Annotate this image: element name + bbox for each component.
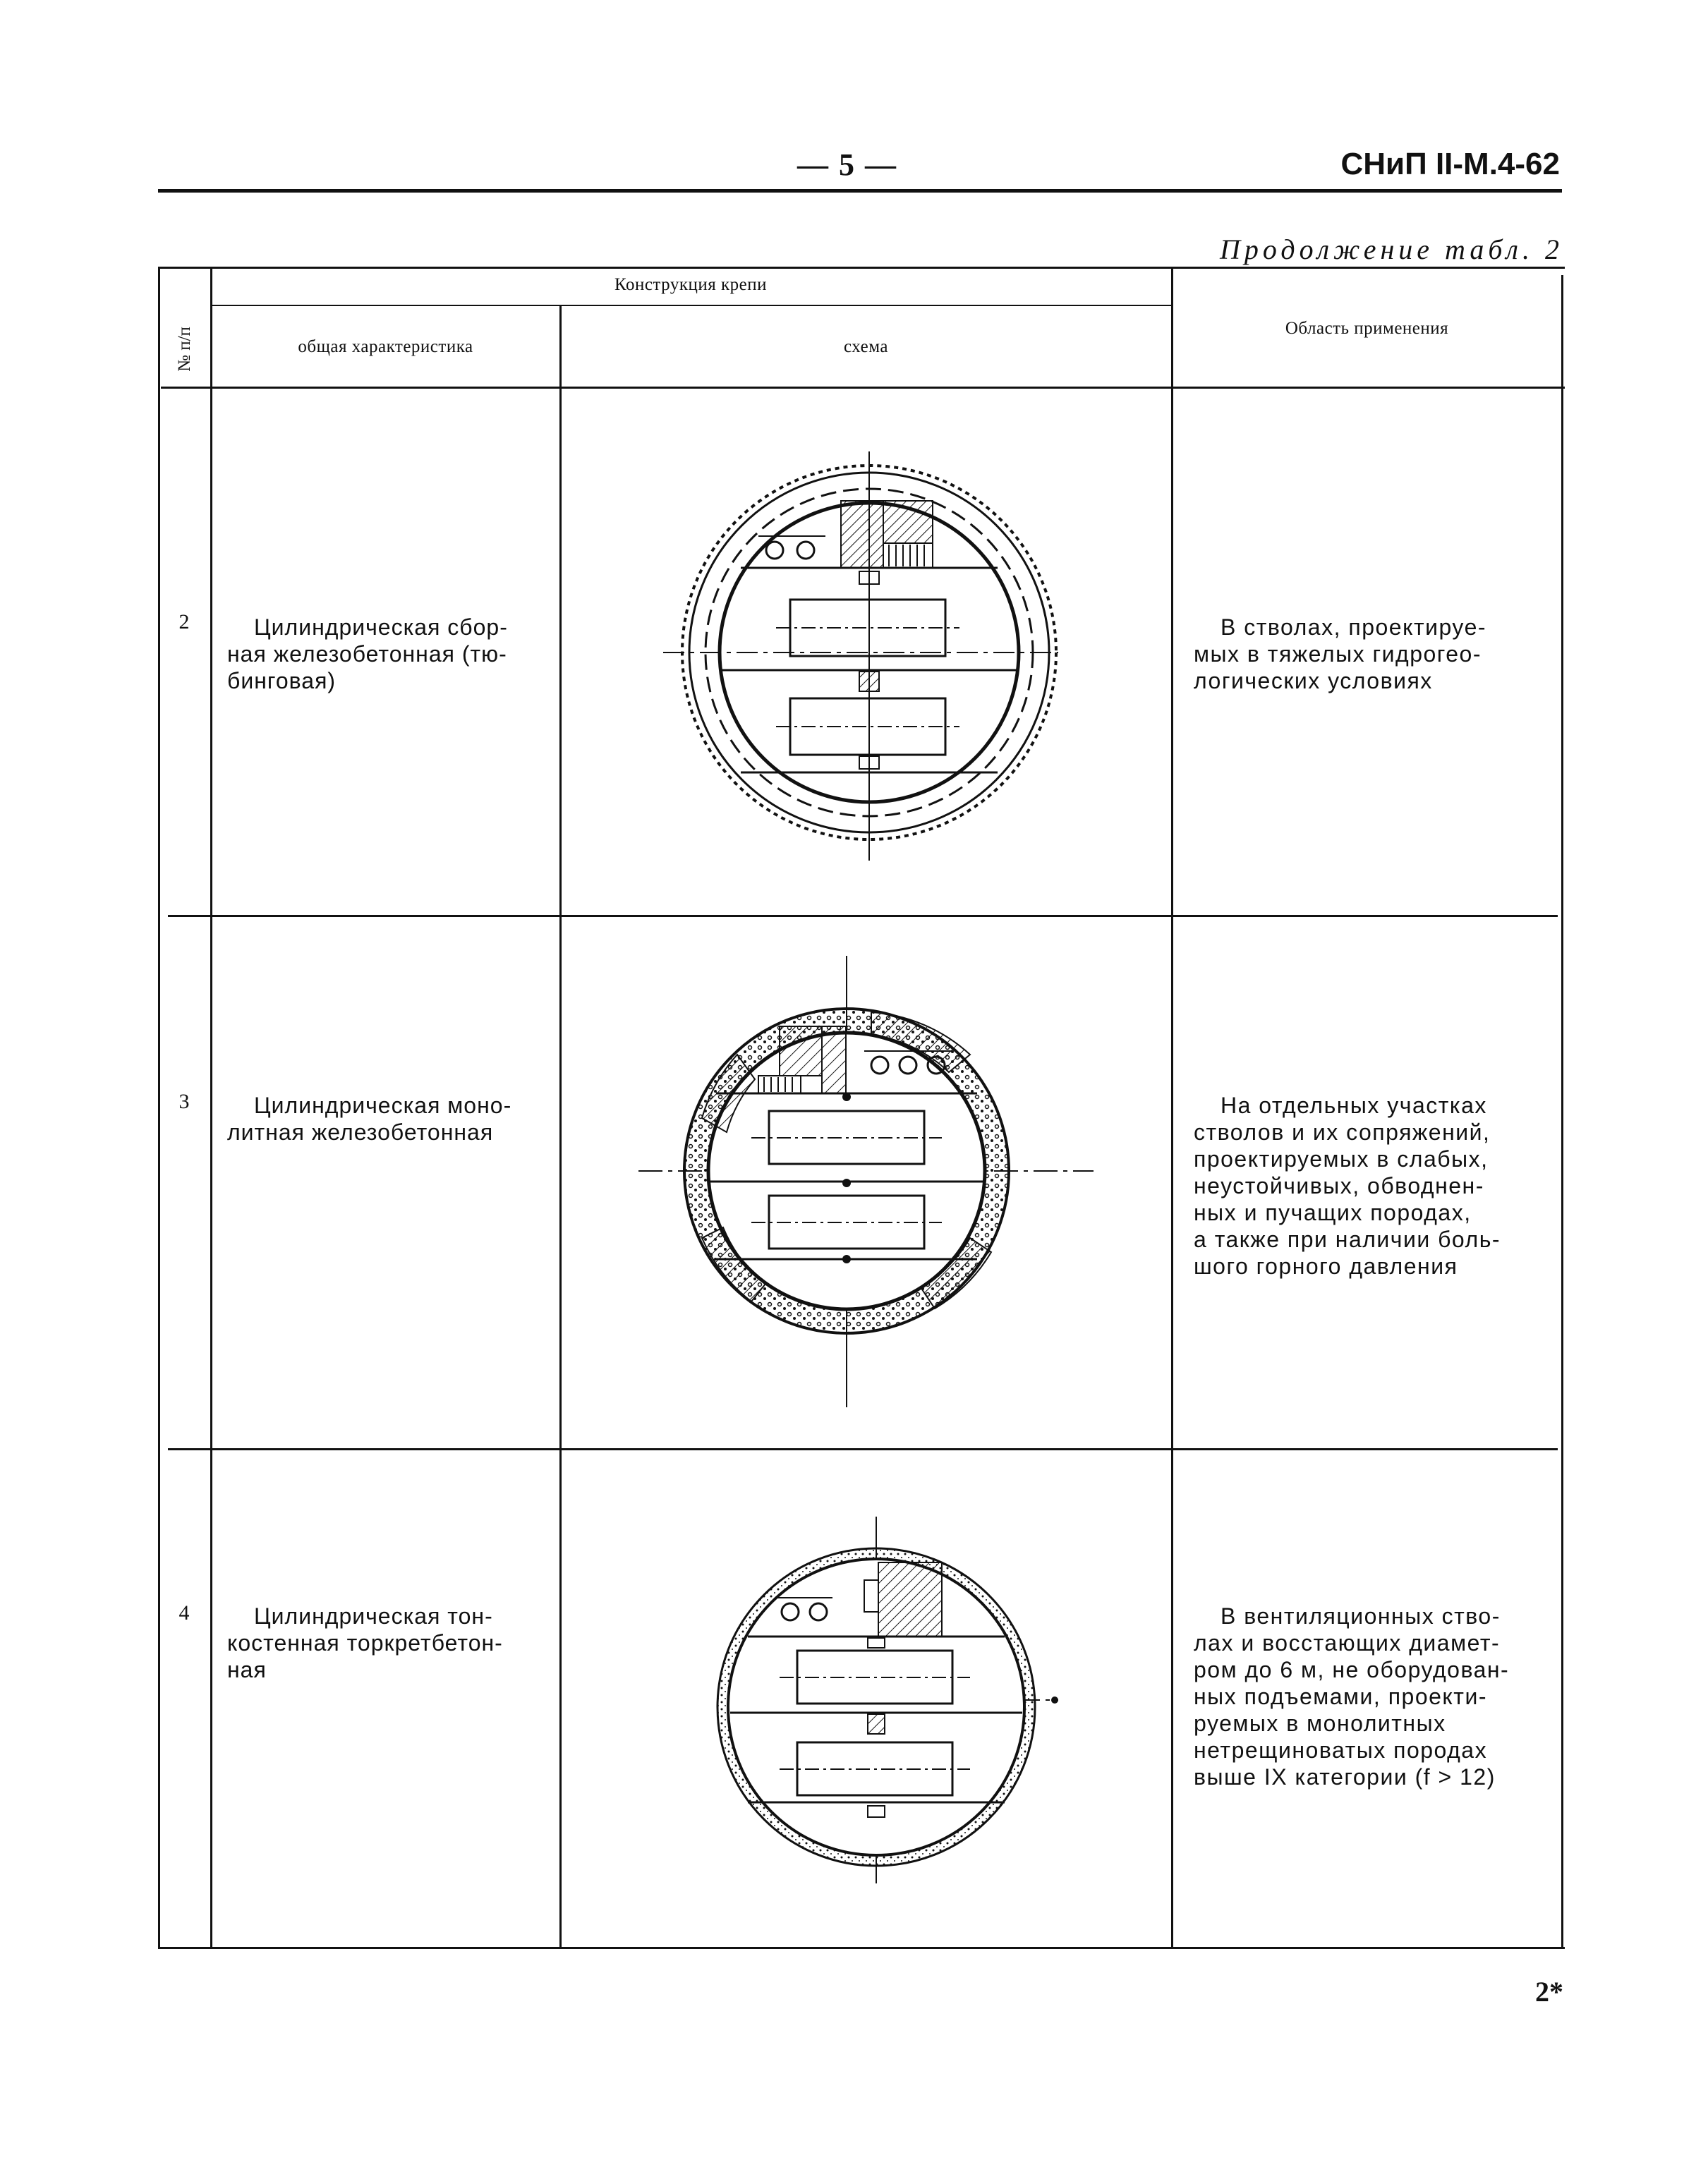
tubing-shaft-scheme-icon xyxy=(656,451,1065,861)
table-continuation-caption: Продолжение табл. 2 xyxy=(1219,233,1563,265)
row-2-number: 2 xyxy=(178,610,190,633)
header-number-column: № п/п xyxy=(175,327,194,372)
sheet-signature-mark: 2* xyxy=(1535,1976,1563,2008)
page-number: — 5 — xyxy=(797,147,897,182)
row-4-application: В вентиляционных ство- лах и восстающих диамет- ром до 6 м, не оборудован- ных подъемами, проекти- руемых в монолитных нетрещиноватых породах выше IX категории (f > 12) xyxy=(1194,1603,1510,1790)
construction-header-divider xyxy=(210,305,1171,306)
row-3-application: На отдельных участках стволов и их сопряжений, проектируемых в слабых, неустойчивых, обводнен- ных и пучащих породах, а также при наличии боль- шого горного давления xyxy=(1194,1093,1501,1279)
table-right-border xyxy=(1561,275,1563,1949)
table-left-border xyxy=(158,267,160,1949)
scheme-column-divider xyxy=(1171,267,1173,1949)
header-general-characteristic: общая характеристика xyxy=(298,337,473,356)
header-rule xyxy=(158,189,1562,193)
number-column-divider xyxy=(210,267,212,1949)
shotcrete-shaft-scheme-icon xyxy=(705,1517,1072,1883)
row-2-application: В стволах, проектируе- мых в тяжелых гидрогео- логических условиях xyxy=(1194,614,1487,693)
row-4-general: Цилиндрическая тон- костенная торкретбетон- ная xyxy=(227,1603,503,1682)
table-bottom-border xyxy=(158,1947,1565,1949)
header-construction: Конструкция крепи xyxy=(614,275,767,294)
header-application-area: Область применения xyxy=(1285,319,1449,338)
general-column-divider xyxy=(559,305,562,1949)
row-3-number: 3 xyxy=(178,1090,190,1113)
row-4-number: 4 xyxy=(178,1601,190,1625)
row-2-general: Цилиндрическая сбор- ная железобетонная (тю- бинговая) xyxy=(227,614,508,693)
header-bottom-border xyxy=(161,387,1565,389)
document-code: СНиП II-М.4-62 xyxy=(1340,147,1560,181)
row-2-bottom-border xyxy=(168,915,1558,917)
table-top-border xyxy=(158,267,1565,269)
header-scheme: схема xyxy=(844,337,888,356)
monolithic-shaft-scheme-icon xyxy=(638,956,1104,1407)
row-3-general: Цилиндрическая моно- литная железобетонная xyxy=(227,1093,512,1145)
row-3-bottom-border xyxy=(168,1448,1558,1450)
